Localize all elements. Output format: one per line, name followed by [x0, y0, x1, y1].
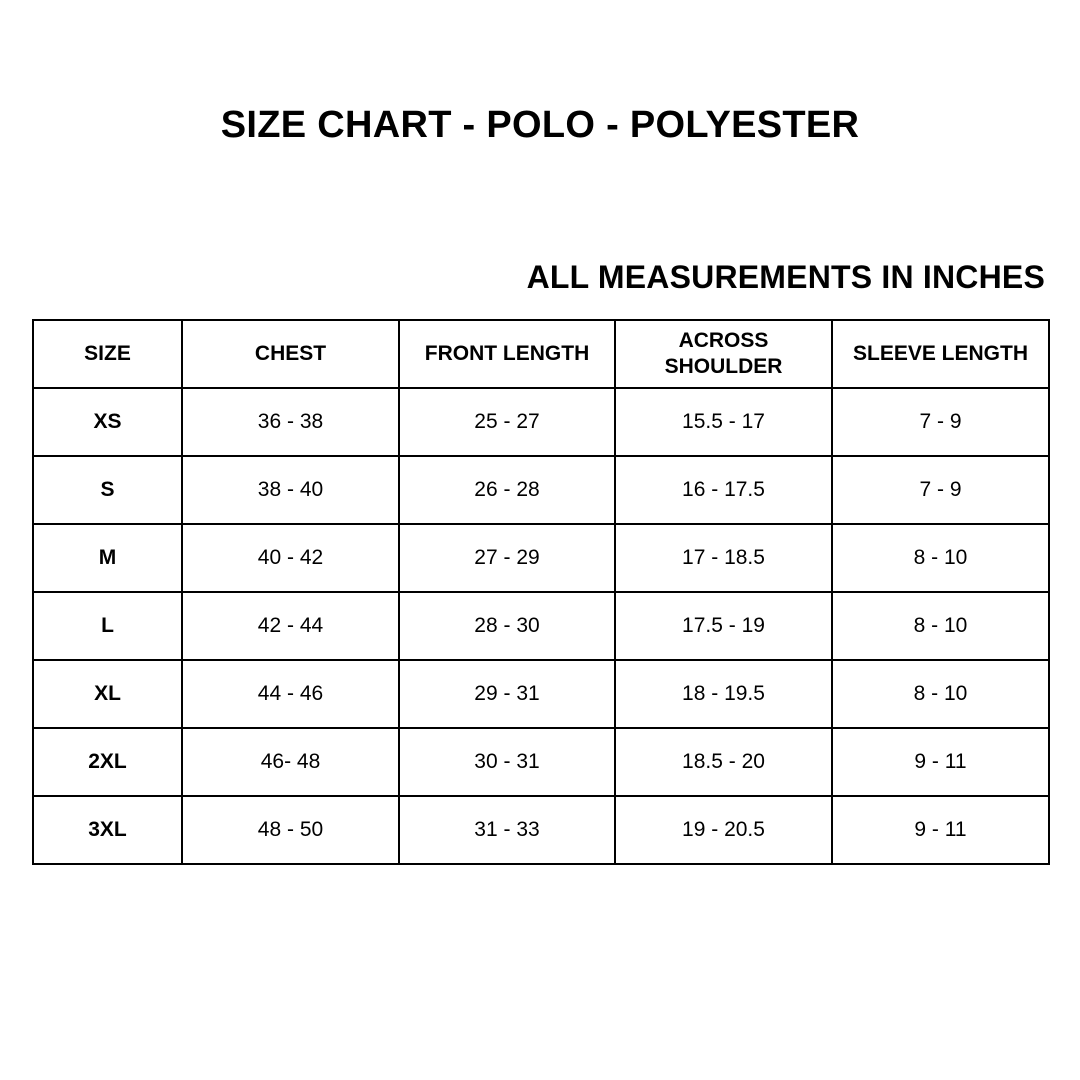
units-note: ALL MEASUREMENTS IN INCHES [526, 259, 1045, 295]
header-front-length: FRONT LENGTH [399, 320, 615, 388]
table-row [33, 592, 1049, 660]
table-row [33, 456, 1049, 524]
header-sleeve-length: SLEEVE LENGTH [832, 320, 1049, 388]
sleeve-length-cell: 8 - 10 [832, 524, 1049, 592]
across-shoulder-cell: 15.5 - 17 [615, 388, 832, 456]
size-cell: 3XL [33, 796, 182, 864]
sleeve-length-cell: 9 - 11 [832, 728, 1049, 796]
header-across-shoulder: ACROSS SHOULDER [615, 320, 832, 388]
size-cell: 2XL [33, 728, 182, 796]
table-row [33, 728, 1049, 796]
across-shoulder-cell: 19 - 20.5 [615, 796, 832, 864]
size-cell: L [33, 592, 182, 660]
size-chart-table [32, 319, 1050, 865]
header-row [33, 320, 1049, 388]
across-shoulder-cell: 18 - 19.5 [615, 660, 832, 728]
size-cell: M [33, 524, 182, 592]
front-length-cell: 31 - 33 [399, 796, 615, 864]
front-length-cell: 30 - 31 [399, 728, 615, 796]
table-row [33, 524, 1049, 592]
chest-cell: 48 - 50 [182, 796, 399, 864]
across-shoulder-cell: 18.5 - 20 [615, 728, 832, 796]
front-length-cell: 29 - 31 [399, 660, 615, 728]
sleeve-length-cell: 7 - 9 [832, 456, 1049, 524]
chest-cell: 46- 48 [182, 728, 399, 796]
table-row [33, 796, 1049, 864]
sleeve-length-cell: 9 - 11 [832, 796, 1049, 864]
table-row [33, 388, 1049, 456]
table-row [33, 660, 1049, 728]
front-length-cell: 27 - 29 [399, 524, 615, 592]
across-shoulder-cell: 16 - 17.5 [615, 456, 832, 524]
chest-cell: 40 - 42 [182, 524, 399, 592]
header-size: SIZE [33, 320, 182, 388]
chest-cell: 42 - 44 [182, 592, 399, 660]
across-shoulder-cell: 17.5 - 19 [615, 592, 832, 660]
chest-cell: 38 - 40 [182, 456, 399, 524]
sleeve-length-cell: 8 - 10 [832, 660, 1049, 728]
across-shoulder-cell: 17 - 18.5 [615, 524, 832, 592]
chest-cell: 44 - 46 [182, 660, 399, 728]
header-chest: CHEST [182, 320, 399, 388]
sleeve-length-cell: 8 - 10 [832, 592, 1049, 660]
chest-cell: 36 - 38 [182, 388, 399, 456]
sleeve-length-cell: 7 - 9 [832, 388, 1049, 456]
size-cell: XL [33, 660, 182, 728]
front-length-cell: 25 - 27 [399, 388, 615, 456]
size-cell: S [33, 456, 182, 524]
page-title: SIZE CHART - POLO - POLYESTER [220, 104, 860, 146]
front-length-cell: 26 - 28 [399, 456, 615, 524]
size-cell: XS [33, 388, 182, 456]
front-length-cell: 28 - 30 [399, 592, 615, 660]
